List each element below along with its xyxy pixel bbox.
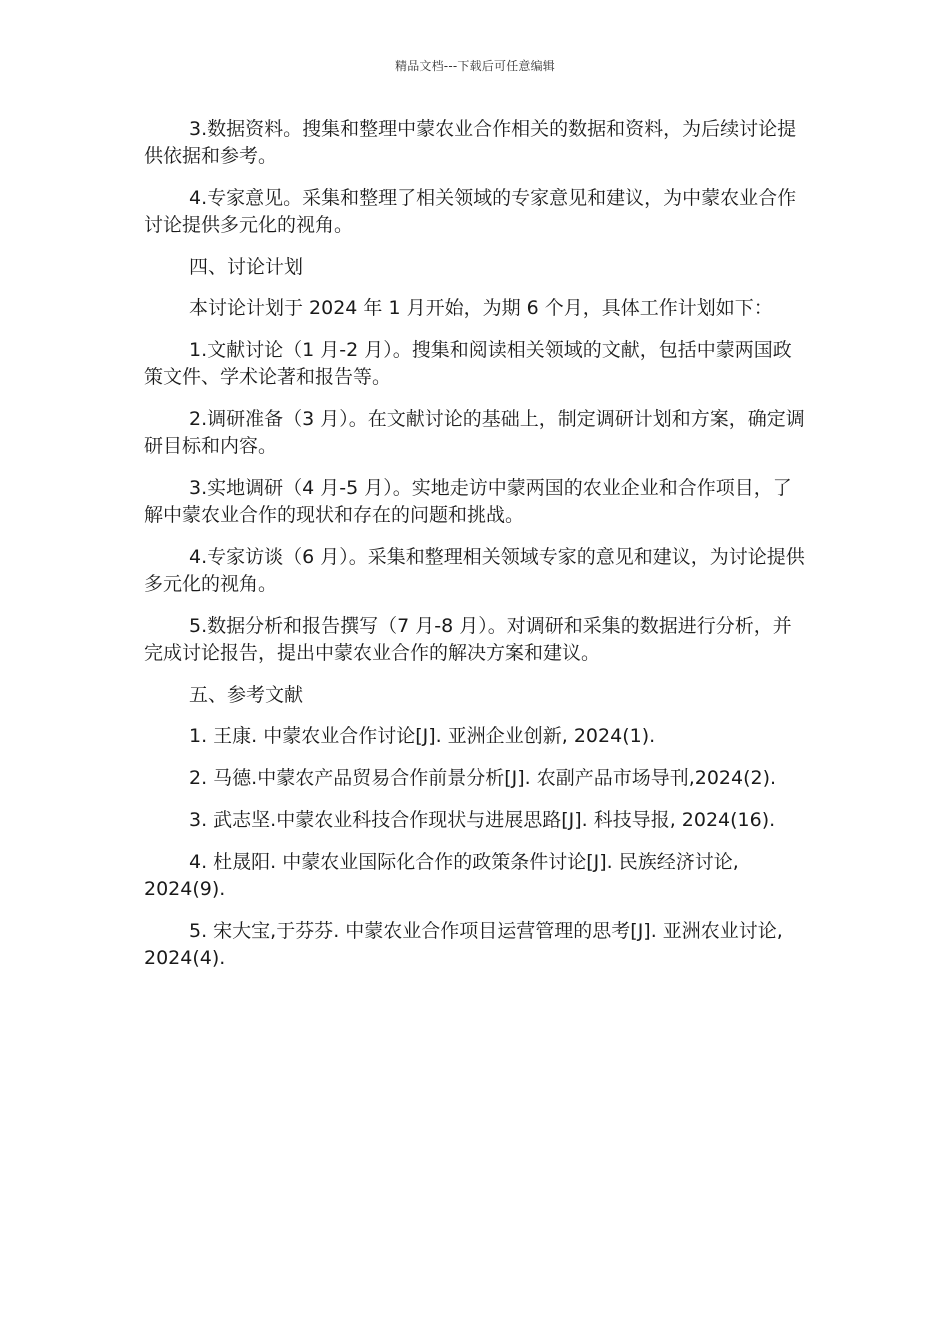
plan-item: 3.实地调研（4 月-5 月）。实地走访中蒙两国的农业企业和合作项目，了解中蒙农业合作的现状和存在的问题和挑战。 [144,477,792,526]
reference-item: 2. 马德.中蒙农产品贸易合作前景分析[J]. 农副产品市场导刊,2024(2). [189,767,777,789]
section-heading-plan: 四、讨论计划 [189,256,304,278]
plan-item: 2.调研准备（3 月）。在文献讨论的基础上，制定调研计划和方案，确定调研目标和内容。 [144,408,805,457]
reference-item: 5. 宋大宝,于芬芬. 中蒙农业合作项目运营管理的思考[J]. 亚洲农业讨论, 2024(4). [144,920,783,969]
plan-item: 1.文献讨论（1 月-2 月）。搜集和阅读相关领域的文献，包括中蒙两国政策文件、学术论著和报告等。 [144,339,792,388]
plan-intro: 本讨论计划于 2024 年 1 月开始，为期 6 个月，具体工作计划如下： [189,297,773,319]
reference-item: 1. 王康. 中蒙农业合作讨论[J]. 亚洲企业创新, 2024(1). [189,725,656,747]
reference-item: 3. 武志坚.中蒙农业科技合作现状与进展思路[J]. 科技导报, 2024(16). [189,809,776,831]
section-heading-references: 五、参考文献 [189,684,304,706]
paragraph-expert-opinions: 4.专家意见。采集和整理了相关领域的专家意见和建议，为中蒙农业合作讨论提供多元化的视角。 [144,187,797,236]
plan-item: 4.专家访谈（6 月）。采集和整理相关领域专家的意见和建议，为讨论提供多元化的视角。 [144,546,805,595]
reference-item: 4. 杜晟阳. 中蒙农业国际化合作的政策条件讨论[J]. 民族经济讨论, 2024(9). [144,851,739,900]
paragraph-data-materials: 3.数据资料。搜集和整理中蒙农业合作相关的数据和资料，为后续讨论提供依据和参考。 [144,118,797,167]
document-body [144,116,806,987]
page-header: 精品文档---下载后可任意编辑 [395,59,555,73]
plan-item: 5.数据分析和报告撰写（7 月-8 月）。对调研和采集的数据进行分析，并完成讨论报告，提出中蒙农业合作的解决方案和建议。 [144,615,792,664]
